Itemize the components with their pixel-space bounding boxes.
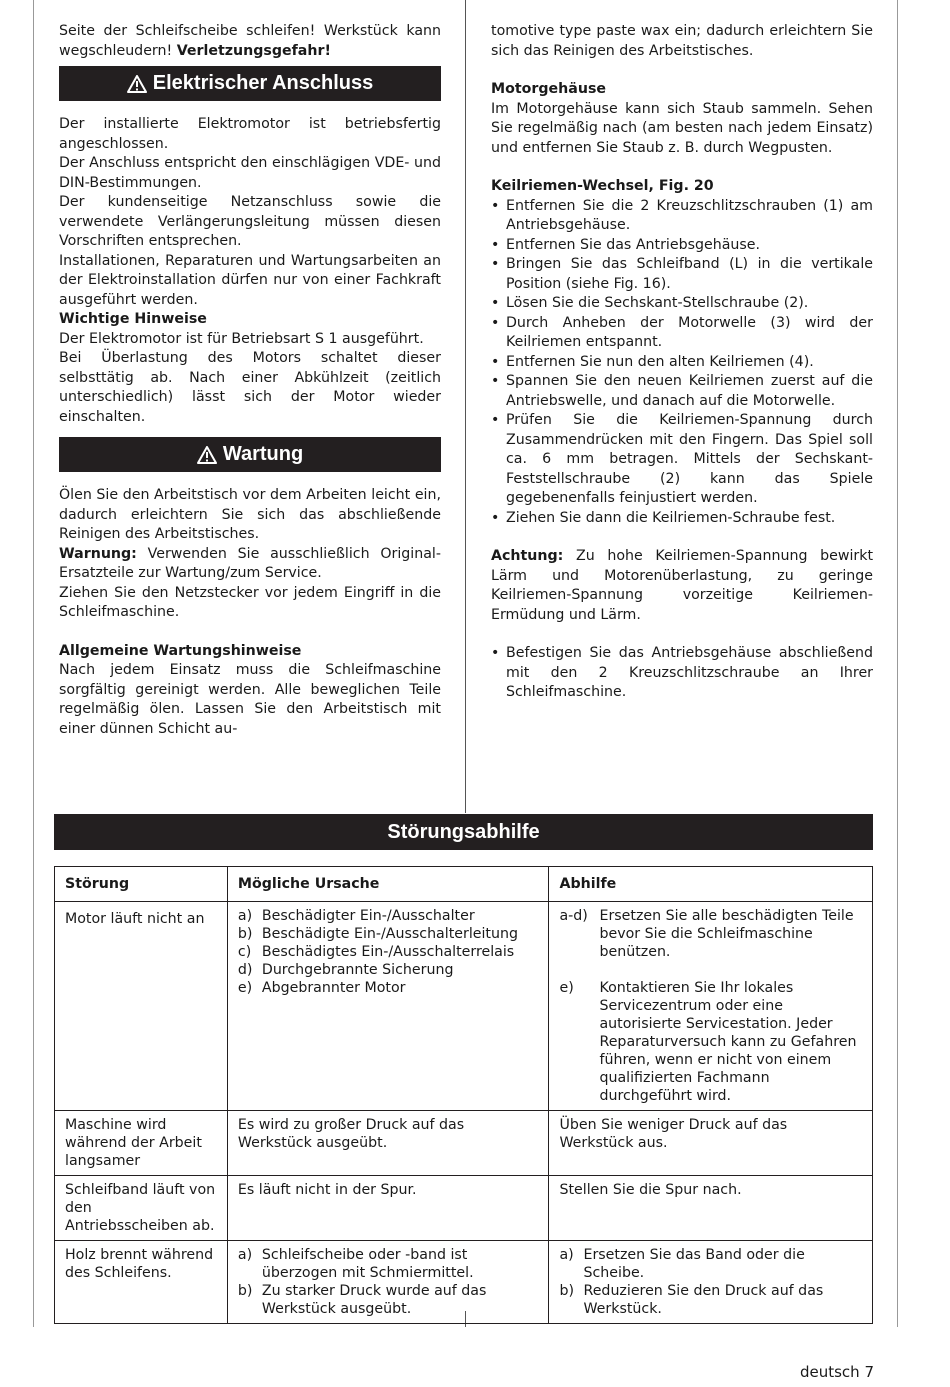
paragraph: Ziehen Sie den Netzstecker vor jedem Eingriff in die Schleifmaschine. <box>59 584 441 620</box>
belt-steps-list <box>491 197 873 529</box>
column-divider <box>465 0 466 813</box>
subheading: Wichtige Hinweise <box>59 311 207 327</box>
paragraph: Der Anschluss entspricht den einschlägigen VDE- und DIN-Bestimmungen. <box>59 155 441 191</box>
list-item: • Befestigen Sie das Antriebsgehäuse abschließend mit den 2 Kreuzschlitzschraube an Ihrer Schleifmaschine. <box>491 644 873 703</box>
paragraph: Der Elektromotor ist für Betriebsart S 1 ausgeführt. <box>59 330 424 347</box>
table-row <box>55 1111 873 1176</box>
final-step-list <box>491 644 873 703</box>
cause-cell: a) Schleifscheibe oder -band ist überzogen mit Schmiermittel. b) Zu starker Druck wurde auf das Werkstück ausgeübt. <box>227 1241 549 1324</box>
troubleshooting-title: Störungsabhilfe <box>54 814 873 850</box>
page-footer: deutsch 7 <box>799 1363 874 1381</box>
paragraph: Installationen, Reparaturen und Wartungsarbeiten an der Elektroinstallation dürfen nur von einer Fachkraft ausgeführt werden. <box>59 252 441 308</box>
list-item: • Durch Anheben der Motorwelle (3) wird der Keilriemen entspannt. <box>491 314 873 353</box>
subheading: Keilriemen-Wechsel, Fig. 20 <box>491 178 714 194</box>
header-remedy: Abhilfe <box>549 867 873 902</box>
paragraph: Bei Überlastung des Motors schaltet dieser selbsttätig ab. Nach einer Abkühlzeit (zeitlich unterschiedlich) lässt sich der Motor wieder einschalten. <box>59 350 441 425</box>
troubleshooting-table <box>54 866 873 1324</box>
right-column <box>491 22 873 703</box>
intro-text: Seite der Schleifscheibe schleifen! Werkstück kann wegschleudern! Verletzungsgefahr! <box>59 23 441 59</box>
list-item: • Spannen Sie den neuen Keilriemen zuerst auf die Antriebswelle, und danach auf die Motorwelle. <box>491 372 873 411</box>
cause-cell: Es wird zu großer Druck auf das Werkstück ausgeübt. <box>227 1111 549 1176</box>
remedy-cell: a-d) Ersetzen Sie alle beschädigten Teile bevor Sie die Schleifmaschine benützen. e) Kontaktieren Sie Ihr lokales Servicezentrum oder eine autorisierte Servicestation. Jeder Reparaturversuch kann zu Gefahren führen, wenn er nicht von einem qualifizierten Fachmann durchgeführt wird. <box>549 902 873 1111</box>
section-header-electrical <box>59 66 441 101</box>
cause-cell: Es läuft nicht in der Spur. <box>227 1176 549 1241</box>
subheading: Allgemeine Wartungshinweise <box>59 642 302 659</box>
table-row <box>55 1176 873 1241</box>
paragraph: tomotive type paste wax ein; dadurch erleichtern Sie sich das Reinigen des Arbeitstisches. <box>491 23 873 59</box>
header-cause: Mögliche Ursache <box>227 867 549 902</box>
table-row <box>55 902 873 1111</box>
problem-cell: Schleifband läuft von den Antriebsscheiben ab. <box>55 1176 228 1241</box>
remedy-cell: Üben Sie weniger Druck auf das Werkstück aus. <box>549 1111 873 1176</box>
left-edge-rule <box>33 0 34 1327</box>
paragraph: Nach jedem Einsatz muss die Schleifmaschine sorgfältig gereinigt werden. Alle beweglichen Teile regelmäßig ölen. Lassen Sie den Arbeitstisch mit einer dünnen Schicht au- <box>59 662 441 737</box>
paragraph: Im Motorgehäuse kann sich Staub sammeln. Sehen Sie regelmäßig nach (am besten nach jedem Einsatz) und entfernen Sie Staub z. B. durch Wegpusten. <box>491 100 873 156</box>
list-item: • Entfernen Sie die 2 Kreuzschlitzschrauben (1) am Antriebsgehäuse. <box>491 197 873 236</box>
remedy-cell: Stellen Sie die Spur nach. <box>549 1176 873 1241</box>
list-item: • Entfernen Sie nun den alten Keilriemen (4). <box>491 353 873 373</box>
paragraph: Ölen Sie den Arbeitstisch vor dem Arbeiten leicht ein, dadurch erleichtern Sie sich das abschließende Reinigen des Arbeitstisches. <box>59 487 441 542</box>
problem-cell: Holz brennt während des Schleifens. <box>55 1241 228 1324</box>
problem-cell: Motor läuft nicht an <box>55 902 228 1111</box>
subheading: Motorgehäuse <box>491 81 607 97</box>
left-column <box>59 22 441 739</box>
paragraph: Der kundenseitige Netzanschluss sowie die verwendete Verlängerungsleitung müssen diesen Vorschriften entsprechen. <box>59 194 441 249</box>
right-edge-rule <box>897 0 898 1327</box>
paragraph: Der installierte Elektromotor ist betriebsfertig angeschlossen. <box>59 116 441 152</box>
table-header-row <box>55 867 873 902</box>
list-item: • Entfernen Sie das Antriebsgehäuse. <box>491 236 873 256</box>
warning-paragraph: Warnung: Verwenden Sie ausschließlich Original-Ersatzteile zur Wartung/zum Service. <box>59 545 441 581</box>
list-item: • Lösen Sie die Sechskant-Stellschraube (2). <box>491 294 873 314</box>
remedy-cell: a) Ersetzen Sie das Band oder die Scheibe. b) Reduzieren Sie den Druck auf das Werkstück. <box>549 1241 873 1324</box>
problem-cell: Maschine wird während der Arbeit langsamer <box>55 1111 228 1176</box>
list-item: • Prüfen Sie die Keilriemen-Spannung durch Zusammendrücken mit den Fingern. Das Spiel soll ca. 6 mm betragen. Mittels der Sechskant-Feststellschraube (2) kann das Spiele gegebenenfalls feinjustiert werden. <box>491 411 873 509</box>
cause-cell: a) Beschädigter Ein-/Ausschalter b) Beschädigte Ein-/Ausschalterleitung c) Beschädigtes Ein-/Ausschalterrelais d) Durchgebrannte Sicherung e) Abgebrannter Motor <box>227 902 549 1111</box>
warning-icon <box>127 75 147 93</box>
list-item: • Ziehen Sie dann die Keilriemen-Schraube fest. <box>491 509 873 529</box>
section-title: Wartung <box>222 443 304 465</box>
section-header-maintenance <box>59 437 441 472</box>
header-problem: Störung <box>55 867 228 902</box>
attention-paragraph: Achtung: Zu hohe Keilriemen-Spannung bewirkt Lärm und Motorenüberlastung, zu geringe Keilriemen-Spannung vorzeitige Keilriemen-Ermüdung und Lärm. <box>491 548 874 623</box>
section-title: Elektrischer Anschluss <box>152 72 374 94</box>
list-item: • Bringen Sie das Schleifband (L) in die vertikale Position (siehe Fig. 16). <box>491 255 873 294</box>
table-row <box>55 1241 873 1324</box>
warning-icon <box>197 446 217 464</box>
